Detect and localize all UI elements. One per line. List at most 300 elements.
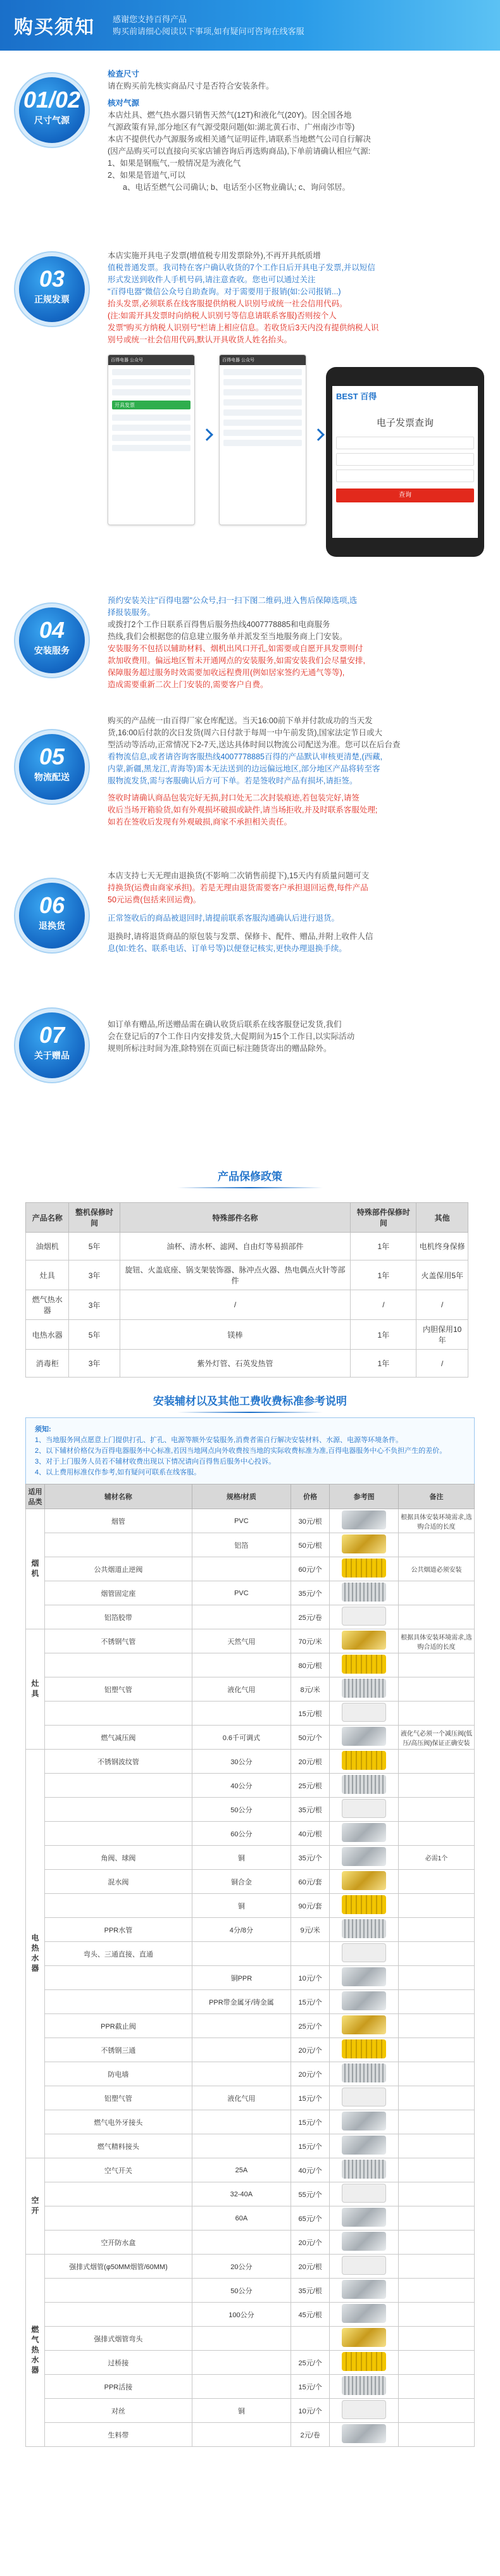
text-line: 如若在签收后发现有外观破损,商家不承担相关责任。 <box>108 818 292 826</box>
table-cell <box>330 1726 399 1750</box>
reference-image <box>342 1655 386 1674</box>
table-cell <box>45 1966 192 1990</box>
table-cell: 必需1个 <box>399 1846 475 1870</box>
table-cell: 内胆保用10年 <box>416 1320 468 1350</box>
text-line: 持换货(运费由商家承担)。若是无理由退货需要客户承担退回运费,每件产品 <box>108 883 368 892</box>
table-cell <box>399 2231 475 2255</box>
reference-image <box>342 2352 386 2371</box>
category-cell: 烟机 <box>26 1509 45 1629</box>
reference-image <box>342 2112 386 2131</box>
table-cell: 不锈钢气管 <box>45 1629 192 1653</box>
badge-label: 物流配送 <box>34 772 70 782</box>
reference-image <box>342 1534 386 1553</box>
query-button[interactable]: 查询 <box>336 488 474 502</box>
table-row <box>26 1629 475 1653</box>
notice-line: 4、以上费用标准仅作参考,如有疑问可联系在线客服。 <box>35 1469 201 1476</box>
table-cell <box>330 1894 399 1918</box>
table-cell: 角阀、球阀 <box>45 1846 192 1870</box>
table-cell: 消毒柜 <box>26 1350 69 1378</box>
text-line: 造成需要重新二次上门安装的,需要客户自费。 <box>108 680 268 689</box>
table-cell <box>399 1653 475 1677</box>
table-cell: 15元/根 <box>291 1702 329 1726</box>
badge-number: 01/02 <box>23 87 81 113</box>
table-cell: 液化气用 <box>192 1677 291 1702</box>
table-cell <box>399 2014 475 2038</box>
badge-01-02 <box>19 77 85 143</box>
table-cell <box>399 2182 475 2206</box>
text-line: 形式发送到收件人手机号码,请注意查收。您也可以通过关注 <box>108 275 316 284</box>
text-line: 发票"购买方纳税人识别号"栏请上相应信息。若收货后3天内没有提供纳税人识 <box>108 323 379 332</box>
badge-06 <box>19 883 85 949</box>
page-title: 购买须知 <box>14 17 95 38</box>
table-cell: 强排式烟管弯头 <box>45 2327 192 2351</box>
text-line: 型活动等活动,正常情况下2-7天,送达具体时间以物流公司配送为准。您可以在后台查 <box>108 740 401 749</box>
table-cell: 60元/套 <box>291 1870 329 1894</box>
table-cell <box>45 1702 192 1726</box>
reference-image <box>342 1727 386 1746</box>
table-cell <box>330 1702 399 1726</box>
table-cell <box>45 2279 192 2303</box>
category-cell: 燃气热水器 <box>26 2255 45 2447</box>
table-cell <box>192 2351 291 2375</box>
table-cell <box>45 1822 192 1846</box>
table-row <box>26 1653 475 1677</box>
text-line: 正常签收后的商品被退回时,请提前联系客服沟通确认后进行退货。 <box>108 914 339 923</box>
table-cell <box>330 2351 399 2375</box>
table-row <box>26 2206 475 2231</box>
table-cell <box>192 1557 291 1581</box>
table-cell: 强排式烟管(φ50MM烟管/60MM) <box>45 2255 192 2279</box>
phone-invoice-query <box>326 367 484 557</box>
phone-screenshot-2 <box>219 354 306 525</box>
table-cell: 铝箔胶带 <box>45 1605 192 1629</box>
table-cell: 25A <box>192 2158 291 2182</box>
invoice-input-1[interactable] <box>336 437 474 449</box>
phone-screenshot-1 <box>108 354 195 525</box>
table-cell <box>399 1702 475 1726</box>
table-cell: 20元/个 <box>291 2062 329 2086</box>
badge-number: 06 <box>39 892 65 918</box>
issue-invoice-button[interactable]: 开具发票 <box>112 401 191 409</box>
table-row <box>26 1846 475 1870</box>
invoice-phone-mockups <box>108 354 487 557</box>
reference-image <box>342 1510 386 1529</box>
table-cell: PPR截止阀 <box>45 2014 192 2038</box>
text-line: 或拨打2个工作日联系百得售后服务热线4007778885和电商服务 <box>108 620 330 629</box>
table-cell <box>330 1870 399 1894</box>
table-cell: 20元/个 <box>291 2038 329 2062</box>
table-cell <box>330 2206 399 2231</box>
table-row <box>26 2231 475 2255</box>
table-cell: 20元/根 <box>291 1750 329 1774</box>
table-row <box>26 1726 475 1750</box>
table-cell <box>399 1798 475 1822</box>
table-cell <box>45 2182 192 2206</box>
section-text <box>108 870 487 955</box>
table-cell <box>399 2255 475 2279</box>
header-banner <box>0 0 500 51</box>
table-cell <box>192 1702 291 1726</box>
table-row <box>26 1966 475 1990</box>
table-cell <box>330 2231 399 2255</box>
table-cell <box>192 2423 291 2447</box>
section-text <box>108 715 487 828</box>
badge-number: 04 <box>39 617 65 643</box>
table-cell <box>330 1653 399 1677</box>
reference-image <box>342 2063 386 2082</box>
table-cell: 铝塑气管 <box>45 1677 192 1702</box>
text-line: 别号或统一社会信用代码,默认开具收货人姓名抬头。 <box>108 335 292 344</box>
table-cell: 根据具体安装环境需求,选购合适的长度 <box>399 1629 475 1653</box>
reference-image <box>342 1799 386 1818</box>
table-row <box>26 2014 475 2038</box>
table-cell <box>330 2423 399 2447</box>
table-cell: 火盖保用5年 <box>416 1260 468 1290</box>
table-cell <box>291 1942 329 1966</box>
reference-image <box>342 2184 386 2203</box>
table-row <box>26 2279 475 2303</box>
table-cell <box>330 2375 399 2399</box>
section-text <box>108 1019 487 1055</box>
table-cell: 铜 <box>192 2399 291 2423</box>
table-cell <box>399 2423 475 2447</box>
header-subtitle <box>113 13 304 37</box>
table-row <box>26 1774 475 1798</box>
table-row <box>26 2303 475 2327</box>
table-row <box>26 1750 475 1774</box>
badge-label: 安装服务 <box>34 645 70 656</box>
table-row <box>26 2158 475 2182</box>
table-row <box>26 2375 475 2399</box>
text-line: 规则所标注时间为准,除特别在页面已标注随货寄出的赠品除外。 <box>108 1044 332 1053</box>
table-cell <box>330 2158 399 2182</box>
table-row <box>26 2062 475 2086</box>
table-cell: 烟管固定座 <box>45 1581 192 1605</box>
table-cell: 3年 <box>69 1350 120 1378</box>
text-line: 本店支持七天无理由退换货(不影响二次销售前提下),15天内有质量问题可支 <box>108 871 370 880</box>
badge-07 <box>19 1012 85 1078</box>
table-cell <box>399 1581 475 1605</box>
text-line: 款加收费用。偏远地区暂未开通网点的安装服务,如需安装我们会尽量安排, <box>108 656 365 665</box>
table-cell: 50公分 <box>192 2279 291 2303</box>
table-cell <box>330 1533 399 1557</box>
table-cell: 35元/个 <box>291 1846 329 1870</box>
table-cell: 不锈钢三通 <box>45 2038 192 2062</box>
category-cell: 电热水器 <box>26 1750 45 2158</box>
reference-image <box>342 1871 386 1890</box>
table-cell: 40元/个 <box>291 2158 329 2182</box>
reference-image <box>342 2160 386 2179</box>
table-cell: 50公分 <box>192 1798 291 1822</box>
table-row <box>26 2351 475 2375</box>
text-line: 预约安装关注"百得电器"公众号,扫一扫下图二维码,进入售后保障选项,选 <box>108 596 358 605</box>
table-cell: 对丝 <box>45 2399 192 2423</box>
table-cell <box>330 2255 399 2279</box>
table-cell: / <box>120 1290 351 1320</box>
header-line-2: 购买前请细心阅读以下事项,如有疑问可咨询在线客服 <box>113 27 304 36</box>
table-cell: 液化气必须一个减压阀(低压/高压阀)保证正确安装 <box>399 1726 475 1750</box>
table-cell <box>399 1605 475 1629</box>
text-line: 退换时,请将退货商品的原包装与发票、保修卡、配件、赠品,并附上收件人信 <box>108 932 373 941</box>
arrow-right-icon <box>312 428 325 441</box>
table-cell: 油杯、清水杯、滤网、自由灯等易损部件 <box>120 1233 351 1260</box>
table-cell <box>330 2014 399 2038</box>
notice-line: 2、以下辅材价格仅为百得电器服务中心标准,若因当地网点向外收费按当地的实际收费标准为准,百得电器服务中心不负担产生的差价。 <box>35 1447 447 1455</box>
table-cell <box>330 1990 399 2014</box>
reference-image <box>342 2039 386 2058</box>
reference-image <box>342 2232 386 2251</box>
fees-header: 规格/材质 <box>192 1484 291 1509</box>
table-row <box>26 1894 475 1918</box>
reference-image <box>342 2400 386 2419</box>
text-line: 看物流信息,或者请咨询客服热线4007778885百得的产品默认审核更清楚,(西藏, <box>108 752 383 761</box>
table-cell: 0.6千可调式 <box>192 1726 291 1750</box>
table-cell: 液化气用 <box>192 2086 291 2110</box>
text-line: 息(如:姓名、联系电话、订单号等)以便登记核实,更快办理退换手续。 <box>108 944 347 953</box>
section-installation <box>0 595 500 709</box>
table-cell <box>399 2327 475 2351</box>
table-cell: 35元/个 <box>291 1581 329 1605</box>
text-line: (因产品购买可以直接向买家店铺咨询后再选购商品),下单前请确认相应气源: <box>108 147 371 156</box>
table-cell: 镁棒 <box>120 1320 351 1350</box>
table-cell <box>330 2062 399 2086</box>
reference-image <box>342 2328 386 2347</box>
table-cell: 100公分 <box>192 2303 291 2327</box>
table-cell <box>399 1918 475 1942</box>
table-row <box>26 1509 475 1533</box>
table-cell: 10元/个 <box>291 2399 329 2423</box>
table-row <box>26 1870 475 1894</box>
badge-label: 退换货 <box>39 921 65 931</box>
category-cell: 灶具 <box>26 1629 45 1750</box>
reference-image <box>342 1607 386 1626</box>
table-cell: 燃气电外牙接头 <box>45 2110 192 2134</box>
table-cell <box>45 1533 192 1557</box>
table-cell <box>330 2327 399 2351</box>
table-cell <box>330 1942 399 1966</box>
text-line: 50元运费(包括来回运费)。 <box>108 895 201 904</box>
reference-image <box>342 2376 386 2395</box>
text-line: 热线,我们会根据您的信息建立服务单并派发至当地服务商上门安装。 <box>108 632 347 641</box>
table-cell <box>192 1605 291 1629</box>
reference-image <box>342 1775 386 1794</box>
table-cell <box>399 2086 475 2110</box>
table-cell <box>399 2375 475 2399</box>
table-cell <box>399 2279 475 2303</box>
notice-heading: 须知: <box>35 1426 51 1433</box>
table-cell: 25元/个 <box>291 2014 329 2038</box>
fees-header: 适用品类 <box>26 1484 45 1509</box>
table-cell <box>330 2399 399 2423</box>
table-cell: / <box>416 1290 468 1320</box>
text-line: 本店实施开具电子发票(增值税专用发票除外),不再开具纸质增 <box>108 251 321 260</box>
badge-05 <box>19 734 85 800</box>
table-cell <box>399 2206 475 2231</box>
table-cell: 公共烟道止逆阀 <box>45 1557 192 1581</box>
table-cell: / <box>416 1350 468 1378</box>
text-line: "百得电器"微信公众号自助查询。对于需要用于报销(如:公司报销...) <box>108 287 341 296</box>
table-cell <box>330 1966 399 1990</box>
table-row <box>26 1822 475 1846</box>
table-cell: 紫外灯管、石英发热管 <box>120 1350 351 1378</box>
table-row <box>26 1233 468 1260</box>
text-line: 2、如果是管道气,可以 <box>108 171 185 180</box>
table-cell: 公共烟道必须安装 <box>399 1557 475 1581</box>
table-cell: 铜 <box>192 1894 291 1918</box>
table-cell <box>399 1870 475 1894</box>
warranty-title: 产品保修政策 <box>0 1167 500 1188</box>
text-line: 气源政策有异,部分地区有气源受限问题(如:湖北黄石市、广州南沙市等) <box>108 123 355 132</box>
table-cell <box>330 2182 399 2206</box>
table-cell: 烟管 <box>45 1509 192 1533</box>
table-row <box>26 2327 475 2351</box>
warranty-header: 特殊部件保修时间 <box>351 1203 416 1233</box>
table-row <box>26 1677 475 1702</box>
table-cell: 天然气用 <box>192 1629 291 1653</box>
table-cell: 15元/个 <box>291 2086 329 2110</box>
table-cell: 25元/根 <box>291 1774 329 1798</box>
table-cell <box>192 2375 291 2399</box>
table-cell: 32-40A <box>192 2182 291 2206</box>
table-cell <box>330 1750 399 1774</box>
table-cell: 1年 <box>351 1233 416 1260</box>
table-cell: 20公分 <box>192 2255 291 2279</box>
text-line: 本店灶具、燃气热水器只销售天然气(12T)和液化气(20Y)。因全国各地 <box>108 111 352 120</box>
table-cell <box>45 1798 192 1822</box>
table-cell: 80元/根 <box>291 1653 329 1677</box>
table-cell: 根据具体安装环境需求,选购合适的长度 <box>399 1509 475 1533</box>
table-row <box>26 2134 475 2158</box>
section-returns <box>0 870 500 971</box>
table-cell <box>399 2303 475 2327</box>
table-cell: 90元/套 <box>291 1894 329 1918</box>
text-line: 保障服务超过服务时效需要加收远程费用(例如居家签约无通气等等), <box>108 668 345 677</box>
table-cell <box>330 1629 399 1653</box>
table-row <box>26 1260 468 1290</box>
table-row <box>26 1702 475 1726</box>
text-line: 服物流发货,需与客服确认后方可下单。若是签收时产品有损坏,请拒签。 <box>108 776 358 785</box>
table-cell: 燃气减压阀 <box>45 1726 192 1750</box>
text-line: a、电话至燃气公司确认; b、电话至小区物业确认; c、询问邻居。 <box>123 183 351 192</box>
reference-image <box>342 1631 386 1650</box>
reference-image <box>342 1919 386 1938</box>
table-cell <box>399 2399 475 2423</box>
text-line: 本店不提供代办气源服务或相关通气证明证件,请联系当地燃气公司自行解决 <box>108 135 371 144</box>
text-line: 抬头发票,必须联系在线客服提供纳税人识别号或统一社会信用代码。 <box>108 299 347 308</box>
table-cell: 铜合金 <box>192 1870 291 1894</box>
table-cell: PVC <box>192 1581 291 1605</box>
table-cell <box>330 2038 399 2062</box>
table-cell <box>399 2038 475 2062</box>
table-cell: 铜 <box>192 1846 291 1870</box>
invoice-input-2[interactable] <box>336 453 474 466</box>
reference-image <box>342 2208 386 2227</box>
table-cell: 防电墙 <box>45 2062 192 2086</box>
reference-image <box>342 2136 386 2155</box>
reference-image <box>342 2256 386 2275</box>
table-cell <box>192 2327 291 2351</box>
table-cell <box>399 1990 475 2014</box>
table-cell: 60公分 <box>192 1822 291 1846</box>
phone-status-bar: 百得电器 公众号 <box>108 355 194 365</box>
invoice-query-title: 电子发票查询 <box>376 418 434 428</box>
table-cell: 1年 <box>351 1350 416 1378</box>
table-row <box>26 1350 468 1378</box>
warranty-header: 其他 <box>416 1203 468 1233</box>
table-cell <box>192 2134 291 2158</box>
table-cell <box>330 1774 399 1798</box>
reference-image <box>342 1823 386 1842</box>
fees-header: 备注 <box>399 1484 475 1509</box>
table-cell: PPR水管 <box>45 1918 192 1942</box>
table-cell: 4分/8分 <box>192 1918 291 1942</box>
table-row <box>26 1942 475 1966</box>
table-row <box>26 1533 475 1557</box>
table-cell: 30元/根 <box>291 1509 329 1533</box>
table-cell: 15元/个 <box>291 2134 329 2158</box>
table-cell <box>399 1966 475 1990</box>
invoice-input-3[interactable] <box>336 470 474 482</box>
table-cell <box>330 1677 399 1702</box>
table-cell: 50元/个 <box>291 1726 329 1750</box>
text-line: 收后当场开箱验货,如有外观损坏破损或缺件,请当场拒收,并及时联系客服处理; <box>108 806 378 814</box>
badge-03 <box>19 256 85 322</box>
fees-table <box>25 1484 475 2447</box>
fees-notice-box <box>25 1417 475 1485</box>
table-cell <box>192 2038 291 2062</box>
fees-header: 参考图 <box>330 1484 399 1509</box>
table-cell <box>330 1557 399 1581</box>
table-cell: 40公分 <box>192 1774 291 1798</box>
table-row <box>26 2086 475 2110</box>
table-row <box>26 1605 475 1629</box>
notice-line: 1、当地服务网点愿意上门提供打孔、扩孔、电源等额外安装服务,消费者需自行解决安装材料、水源、电源等环境条件。 <box>35 1436 403 1444</box>
category-cell: 空开 <box>26 2158 45 2255</box>
reference-image <box>342 2304 386 2323</box>
text-line: 购买的产品统一由百得厂家仓库配送。当天16:00前下单并付款成功的当天发 <box>108 716 373 725</box>
warranty-header: 整机保修时间 <box>69 1203 120 1233</box>
table-cell: 65元/个 <box>291 2206 329 2231</box>
table-row <box>26 1581 475 1605</box>
warranty-table <box>25 1202 468 1378</box>
table-cell: 40元/根 <box>291 1822 329 1846</box>
table-cell <box>45 1774 192 1798</box>
table-cell: 3年 <box>69 1290 120 1320</box>
table-cell <box>291 2327 329 2351</box>
table-row <box>26 2038 475 2062</box>
warranty-header: 特殊部件名称 <box>120 1203 351 1233</box>
table-row <box>26 1557 475 1581</box>
table-cell <box>330 1822 399 1846</box>
reference-image <box>342 1679 386 1698</box>
table-row <box>26 2110 475 2134</box>
table-row <box>26 2182 475 2206</box>
table-cell <box>192 1653 291 1677</box>
reference-image <box>342 2424 386 2443</box>
table-cell: 1年 <box>351 1260 416 1290</box>
table-cell <box>399 1750 475 1774</box>
table-cell: 25元/卷 <box>291 1605 329 1629</box>
table-cell <box>330 1798 399 1822</box>
table-cell <box>399 1774 475 1798</box>
table-row <box>26 2255 475 2279</box>
badge-label: 尺寸气源 <box>34 115 70 125</box>
reference-image <box>342 2015 386 2034</box>
reference-image <box>342 1559 386 1577</box>
table-row <box>26 2423 475 2447</box>
table-cell <box>330 2110 399 2134</box>
table-row <box>26 1918 475 1942</box>
